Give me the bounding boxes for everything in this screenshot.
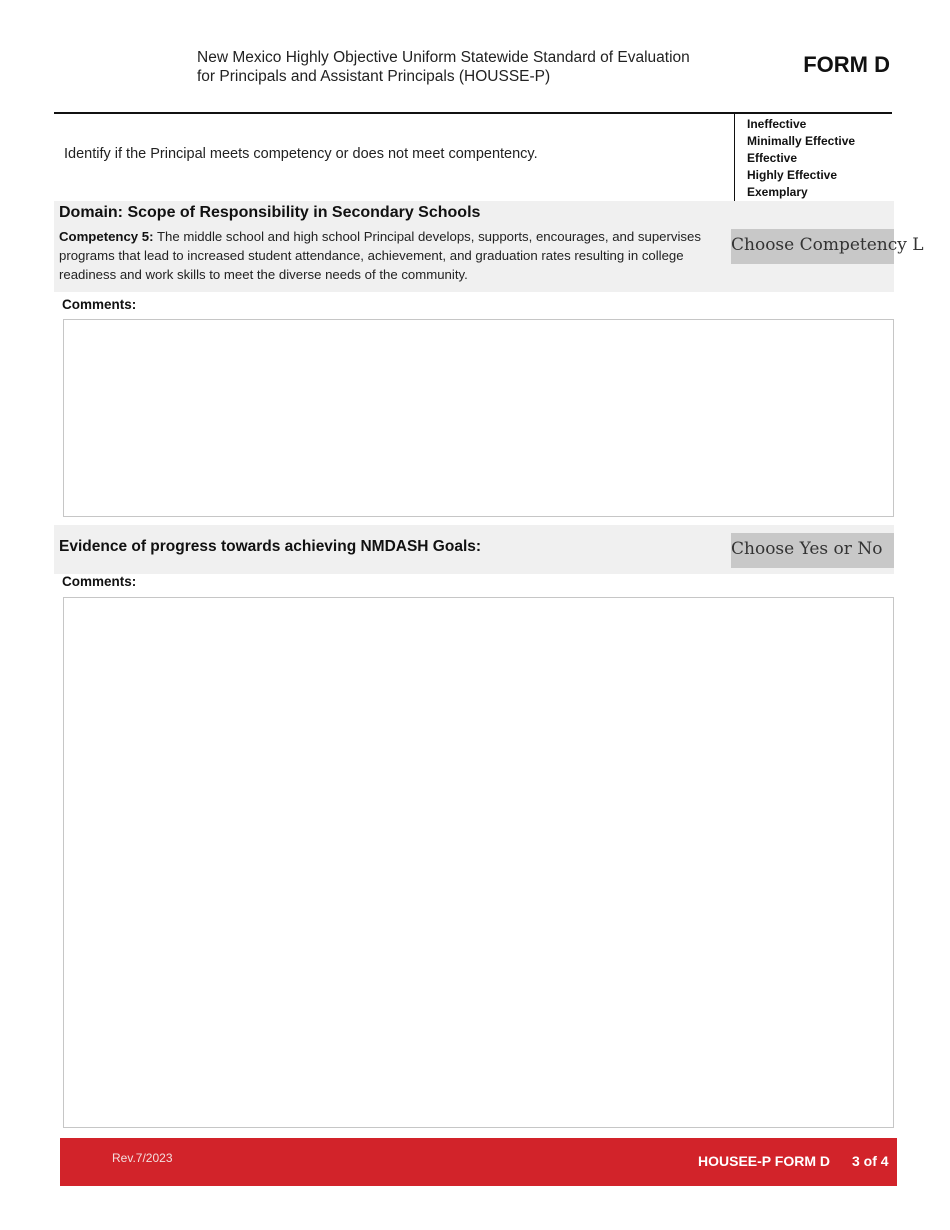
rating-scale <box>747 116 855 201</box>
competency-text: The middle school and high school Principal develops, supports, encourages, and supervises programs that lead to increased student attendance, achievement, and graduation rates resulting in college readiness and work skills to meet the diverse needs of the community. <box>59 229 701 282</box>
comments-label: Comments: <box>62 574 137 589</box>
competency-comments-field[interactable] <box>63 319 894 517</box>
instruction-text: Identify if the Principal meets competency or does not meet compentency. <box>64 146 538 162</box>
document-title-line1: New Mexico Highly Objective Uniform Statewide Standard of Evaluation <box>197 49 690 66</box>
document-title-line2: for Principals and Assistant Principals (HOUSSE-P) <box>197 68 551 85</box>
competency-label: Competency 5: <box>59 229 154 244</box>
document-title <box>197 48 737 86</box>
rating-highly-effective: Highly Effective <box>747 168 838 182</box>
rating-minimally-effective: Minimally Effective <box>747 134 856 148</box>
revision-date: Rev.7/2023 <box>112 1151 173 1165</box>
competency-level-select[interactable]: Choose Competency L <box>731 229 894 264</box>
footer-form-name: HOUSEE-P FORM D <box>698 1153 830 1169</box>
rating-ineffective: Ineffective <box>747 117 807 131</box>
form-id: FORM D <box>803 52 890 77</box>
domain-title: Domain: Scope of Responsibility in Secondary Schools <box>59 204 481 221</box>
yes-no-select[interactable]: Choose Yes or No <box>731 533 894 568</box>
evidence-title: Evidence of progress towards achieving NMDASH Goals: <box>59 538 482 555</box>
rating-effective: Effective <box>747 151 798 165</box>
evidence-comments-field[interactable] <box>63 597 894 1128</box>
rating-exemplary: Exemplary <box>747 185 808 199</box>
page-number: 3 of 4 <box>852 1153 889 1169</box>
competency-description <box>59 227 721 284</box>
comments-label: Comments: <box>62 297 137 312</box>
